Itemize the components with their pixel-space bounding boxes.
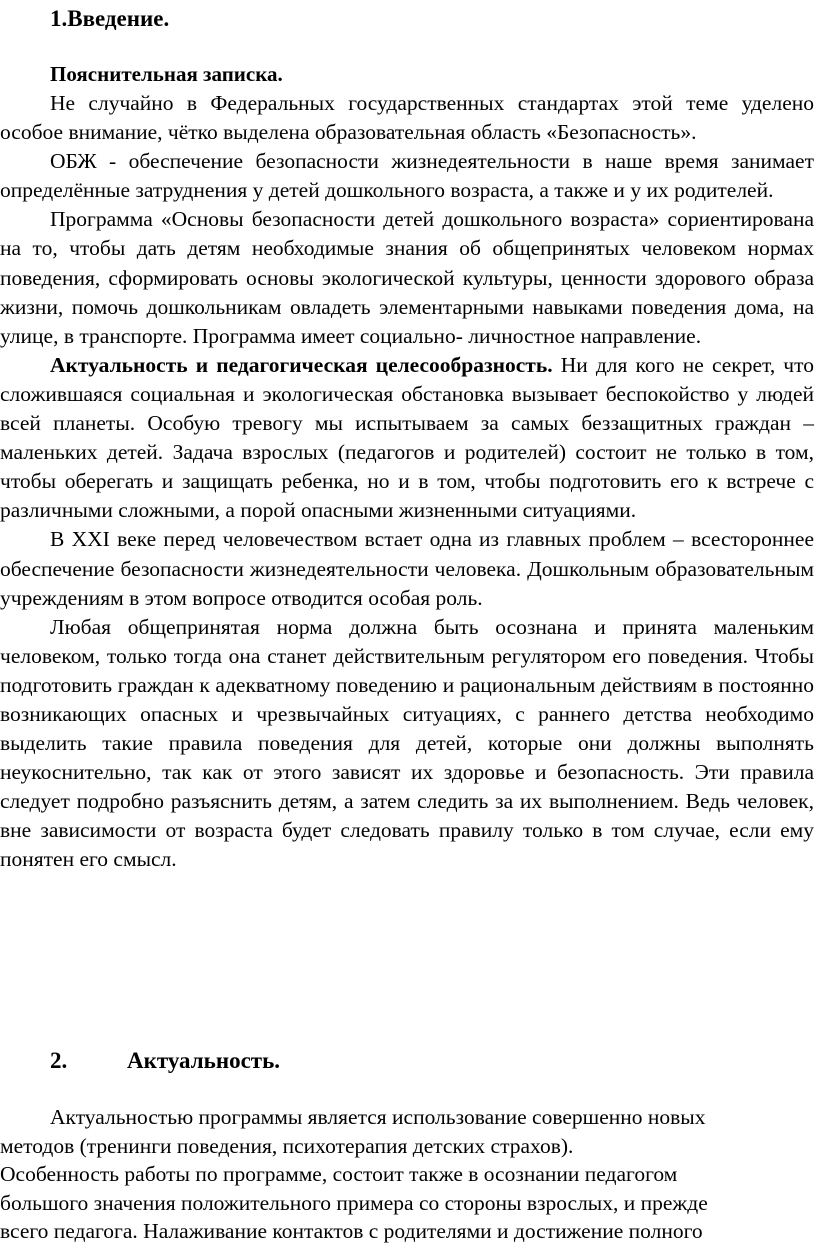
section-heading-actuality — [50, 1046, 280, 1076]
subheading-explanatory-note: Пояснительная записка. — [50, 62, 283, 86]
paragraph-relevance — [0, 351, 814, 526]
actuality-line: Особенность работы по программе, состоит также в осознании педагогом — [0, 1162, 678, 1186]
section-title: Актуальность. — [127, 1048, 280, 1073]
paragraph-xxi-century: В XXI веке перед человечеством встает одна из главных проблем – всестороннее обеспечение безопасности жизнедеятельности человека. Дошкольным образовательным учреждениям в этом вопросе отводится особая роль. — [0, 527, 814, 610]
section-number: 2. — [50, 1048, 68, 1073]
relevance-bold-lead: Актуальность и педагогическая целесообразность. — [50, 352, 553, 377]
actuality-line: всего педагога. Налаживание контактов с родителями и достижение полного — [0, 1219, 703, 1243]
section-heading-introduction: 1.Введение. — [50, 6, 170, 31]
paragraph-obzh: ОБЖ - обеспечение безопасности жизнедеятельности в наше время занимает определённые затруднения у детей дошкольного возраста, а также и у их родителей. — [0, 149, 814, 203]
paragraph-norms: Любая общепринятая норма должна быть осознана и принята маленьким человеком, только тогда она станет действительным регулятором его поведения. Чтобы подготовить граждан к адекватному поведению и рациональным действиям в постоянно возникающих опасных и чрезвычайных ситуациях, с раннего детства необходимо выделить такие правила поведения для детей, которые они должны выполнять неукоснительно, так как от этого зависят их здоровье и безопасность. Эти правила следует подробно разъяснить детям, а затем следить за их выполнением. Ведь человек, вне зависимости от возраста будет следовать правилу только в том случае, если ему понятен его смысл. — [0, 614, 814, 872]
actuality-line: Актуальностью программы является использование совершенно новых — [50, 1105, 706, 1129]
explanatory-note-body — [0, 89, 814, 875]
relevance-text: Ни для кого не секрет, что сложившаяся социальная и экологическая обстановка вызывает беспокойство у людей всей планеты. Особую тревогу мы испытываем за самых беззащитных граждан – маленьких детей. Задача взрослых (педагогов и родителей) состоит не только в том, чтобы оберегать и защищать ребенка, но и в том, чтобы подготовить его к встрече с различными сложными, а порой опасными жизненными ситуациями. — [0, 352, 814, 523]
actuality-line: большого значения положительного примера со стороны взрослых, и прежде — [0, 1190, 708, 1215]
paragraph-fgos: Не случайно в Федеральных государственных стандартах этой теме уделено особое внимание, чётко выделена образовательная область «Безопасность». — [0, 91, 814, 145]
paragraph-program: Программа «Основы безопасности детей дошкольного возраста» сориентирована на то, чтобы дать детям необходимые знания об общепринятых человеком нормах поведения, сформировать основы экологической культуры, ценности здорового образа жизни, помочь дошкольникам овладеть элементарными навыками поведения дома, на улице, в транспорте. Программа имеет социально- личностное направление. — [0, 207, 814, 348]
actuality-body — [0, 1103, 814, 1246]
actuality-line: методов (тренинги поведения, психотерапия детских страхов). — [0, 1133, 574, 1158]
